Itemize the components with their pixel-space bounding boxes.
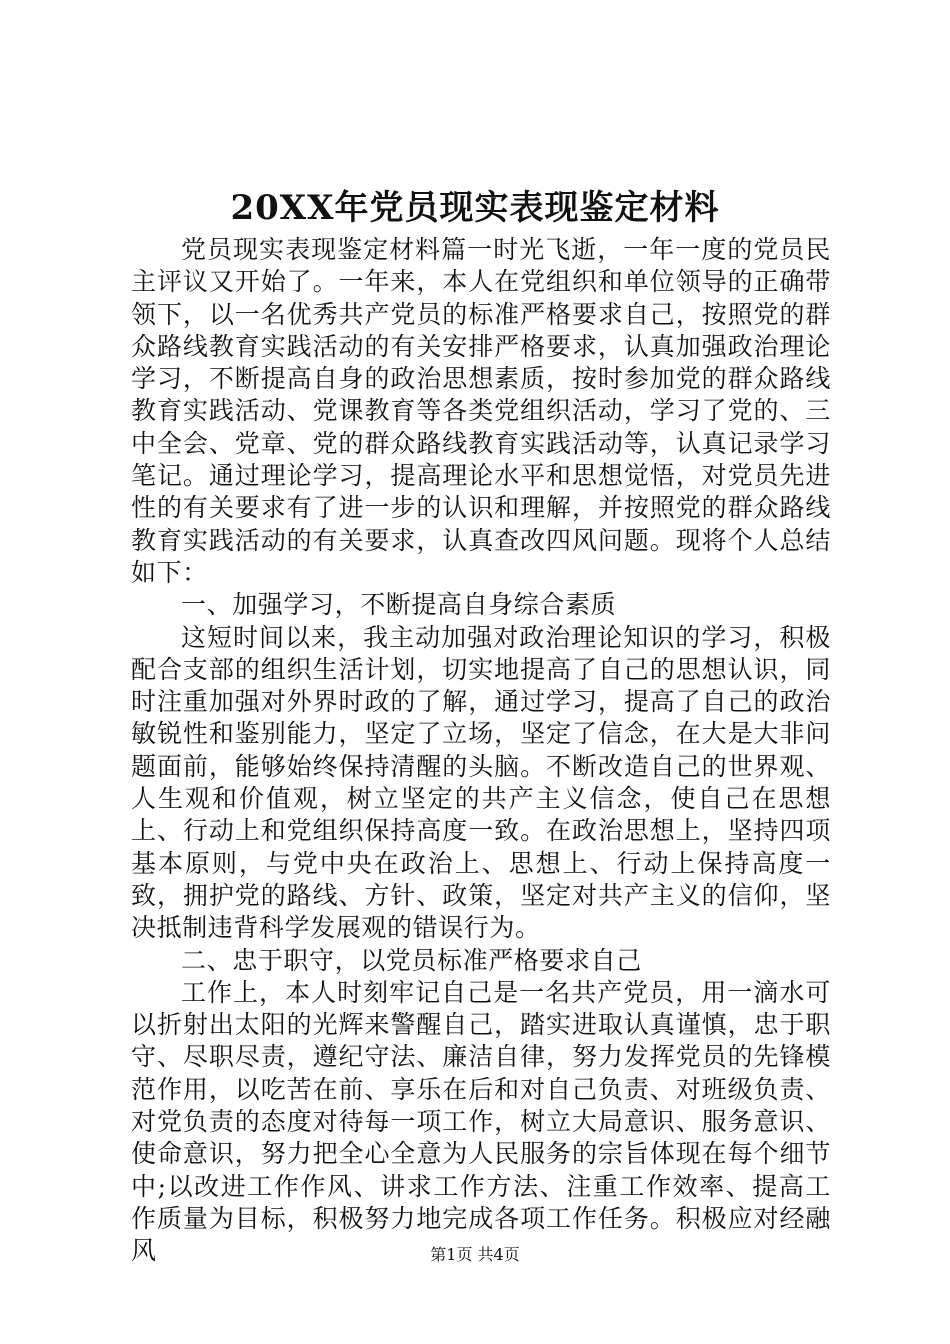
paragraph-intro: 党员现实表现鉴定材料篇一时光飞逝，一年一度的党员民主评议又开始了。一年来，本人在党组织和单位领导的正确带领下，以一名优秀共产党员的标准严格要求自己，按照党的群众路线教育实践活动的有关安排严格要求，认真加强政治理论学习，不断提高自身的政治思想素质，按时参加党的群众路线教育实践活动、党课教育等各类党组织活动，学习了党的、三中全会、党章、党的群众路线教育实践活动等，认真记录学习笔记。通过理论学习，提高理论水平和思想觉悟，对党员先进性的有关要求有了进一步的认识和理解，并按照党的群众路线教育实践活动的有关要求，认真查改四风问题。现将个人总结如下： — [131, 235, 831, 587]
document-body — [131, 234, 831, 1268]
paragraph-duty: 工作上，本人时刻牢记自己是一名共产党员，用一滴水可以折射出太阳的光辉来警醒自己，踏实进取认真谨慎，忠于职守、尽职尽责，遵纪守法、廉洁自律，努力发挥党员的先锋模范作用，以吃苦在前、享乐在后和对自己负责、对班级负责、对党负责的态度对待每一项工作，树立大局意识、服务意识、使命意识，努力把全心全意为人民服务的宗旨体现在每个细节中;以改进工作作风、讲求工作方法、注重工作效率、提高工作质量为目标，积极努力地完成各项工作任务。积极应对经融风 — [131, 977, 831, 1266]
section-heading-2: 二、忠于职守，以党员标准严格要求自己 — [181, 945, 642, 975]
document-title: 20XX年党员现实表现鉴定材料 — [230, 188, 720, 228]
paragraph-study: 这短时间以来，我主动加强对政治理论知识的学习，积极配合支部的组织生活计划，切实地提高了自己的思想认识，同时注重加强对外界时政的了解，通过学习，提高了自己的政治敏锐性和鉴别能力，坚定了立场，坚定了信念，在大是大非问题面前，能够始终保持清醒的头脑。不断改造自己的世界观、人生观和价值观，树立坚定的共产主义信念，使自己在思想上、行动上和党组织保持高度一致。在政治思想上，坚持四项基本原则，与党中央在政治上、思想上、行动上保持高度一致，拥护党的路线、方针、政策，坚定对共产主义的信仰，坚决抵制违背科学发展观的错误行为。 — [131, 622, 831, 943]
page-number: 第1页 共4页 — [430, 1245, 520, 1264]
section-heading-1: 一、加强学习，不断提高自身综合素质 — [181, 590, 617, 620]
